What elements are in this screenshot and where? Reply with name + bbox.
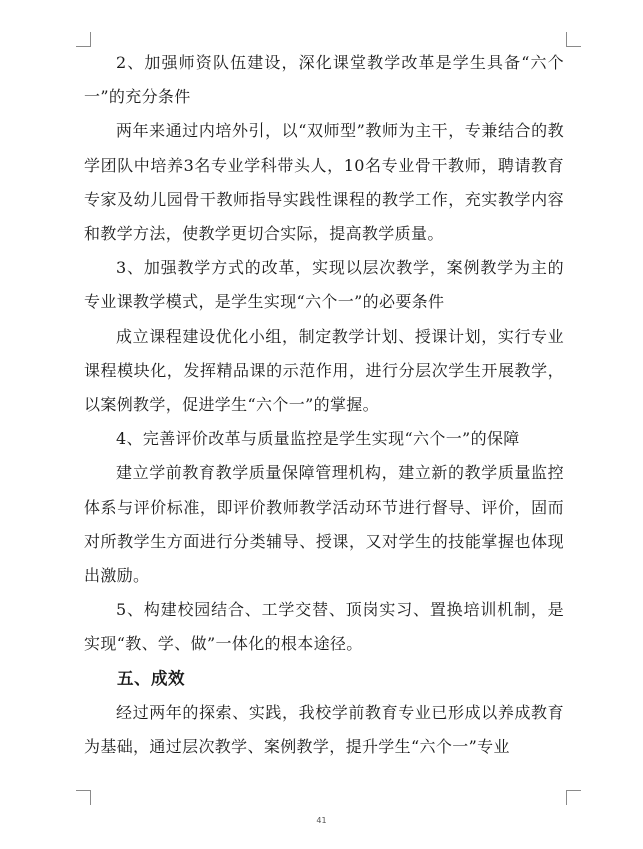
paragraph-section-4-body: 建立学前教育教学质量保障管理机构，建立新的教学质量监控体系与评价标准，即评价教师教学活动环节进行督导、评价，固而对所教学生方面进行分类辅导、授课，又对学生的技能掌握也体现出激励。: [84, 463, 564, 586]
page-corner-mark-bottom-right: [566, 790, 581, 805]
section-heading-results: 五、成效: [117, 668, 185, 688]
page-corner-mark-bottom-left: [76, 790, 91, 805]
paragraph-section-4-title: 4、完善评价改革与质量监控是学生实现“六个一”的保障: [116, 429, 520, 449]
page-corner-mark-top-left: [76, 32, 91, 47]
page-corner-mark-top-right: [566, 32, 581, 47]
paragraph-section-3-body: 成立课程建设优化小组，制定教学计划、授课计划，实行专业课程模块化，发挥精品课的示范作用，进行分层次学生开展教学，以案例教学，促进学生“六个一”的掌握。: [84, 326, 564, 415]
page-number: 41: [316, 816, 327, 825]
paragraph-section-3-title: 3、加强教学方式的改革，实现以层次教学，案例教学为主的专业课教学模式，是学生实现“六个一”的必要条件: [84, 258, 564, 312]
document-body: [84, 46, 564, 764]
paragraph-section-5-title: 5、构建校园结合、工学交替、顶岗实习、置换培训机制，是实现“教、学、做”一体化的根本途径。: [84, 600, 564, 654]
paragraph-results-body: 经过两年的探索、实践，我校学前教育专业已形成以养成教育为基础，通过层次教学、案例教学，提升学生“六个一”专业: [84, 702, 564, 757]
paragraph-section-2-body: 两年来通过内培外引，以“双师型”教师为主干，专兼结合的教学团队中培养3名专业学科带头人，10名专业骨干教师，聘请教育专家及幼儿园骨干教师指导实践性课程的教学工作，充实教学内容和教学方法，使教学更切合实际，提高教学质量。: [84, 121, 564, 244]
paragraph-section-2-title: 2、加强师资队伍建设，深化课堂教学改革是学生具备“六个一”的充分条件: [84, 53, 564, 107]
